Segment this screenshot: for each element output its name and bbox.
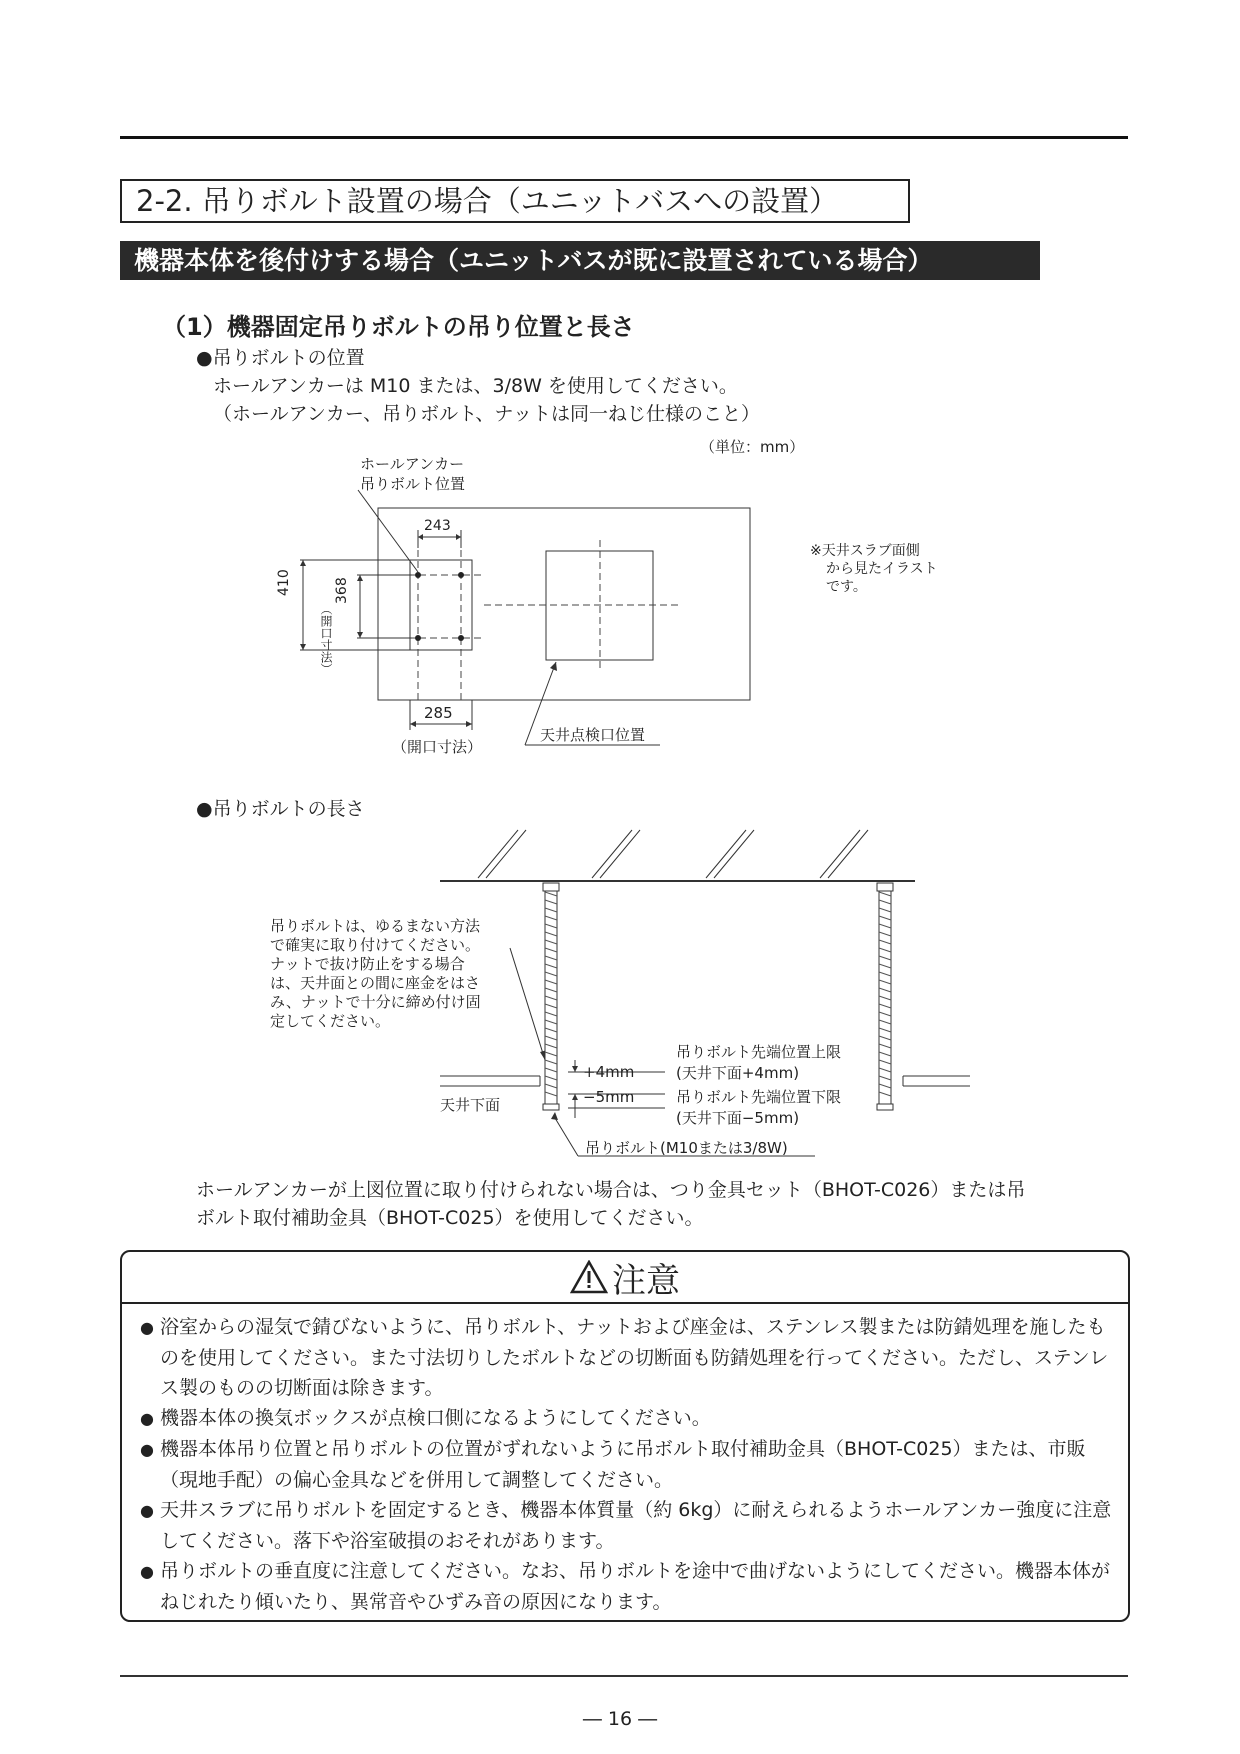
dim-368: 368 — [334, 577, 350, 604]
callout-line: で確実に取り付けてください。 — [270, 936, 481, 954]
caution-item: ● 機器本体の換気ボックスが点検口側になるようにしてください。 — [140, 1403, 1114, 1434]
bolt-point — [415, 635, 421, 641]
opening-dimension-label: （開口寸法） — [392, 738, 483, 756]
upper-limit-label-2: (天井下面+4mm) — [676, 1064, 800, 1082]
bolt-callout — [270, 917, 510, 1031]
callout-line: み、ナットで十分に締め付け固 — [270, 993, 481, 1011]
caution-item: ● 浴室からの湿気で錆びないように、吊りボルト、ナットおよび座金は、ステンレス製または防錆処理を施したものを使用してください。また寸法切りしたボルトなどの切断面も防錆処理を行ってください。ただし、ステンレス製のものの切断面は除きます。 — [140, 1312, 1114, 1403]
callout-line: は、天井面との間に座金をはさ — [270, 974, 481, 992]
top-rule — [120, 136, 1128, 139]
caution-item: ● 天井スラブに吊りボルトを固定するとき、機器本体質量（約 6kg）に耐えられるようホールアンカー強度に注意してください。落下や浴室破損のおそれがあります。 — [140, 1495, 1114, 1556]
minus-tolerance: −5mm — [583, 1088, 635, 1106]
right-bolt — [877, 883, 893, 1110]
callout-line: 吊りボルトは、ゆるまない方法 — [270, 917, 481, 935]
caution-item: ● 吊りボルトの垂直度に注意してください。なお、吊りボルトを途中で曲げないようにしてください。機器本体がねじれたり傾いたり、異常音やひずみ音の原因になります。 — [140, 1556, 1114, 1617]
position-line-1: ホールアンカーは M10 または、3/8W を使用してください。 — [213, 375, 738, 397]
caution-list — [122, 1304, 1128, 1617]
page-number: ― 16 ― — [582, 1708, 658, 1730]
left-bolt — [543, 883, 559, 1110]
opening-vertical-label: （開口寸法） — [319, 603, 333, 675]
view-note-1: ※天井スラブ面側 — [810, 543, 920, 559]
bolt-point — [458, 572, 464, 578]
note-line-2: ボルト取付補助金具（BHOT-C025）を使用してください。 — [196, 1207, 704, 1229]
length-bullet: ●吊りボルトの長さ — [196, 798, 365, 820]
unit-label: （単位：mm） — [700, 438, 805, 456]
lower-limit-label-1: 吊りボルト先端位置下限 — [676, 1088, 842, 1106]
bottom-rule — [120, 1675, 1128, 1677]
subsection-heading: （1）機器固定吊りボルトの吊り位置と長さ — [162, 313, 635, 341]
caution-header — [122, 1252, 1128, 1304]
section-title: 2-2. 吊りボルト設置の場合（ユニットバスへの設置） — [120, 179, 910, 223]
callout-line: 定してください。 — [270, 1012, 391, 1030]
view-note-2: から見たイラスト — [826, 561, 938, 577]
caution-title: 注意 — [612, 1260, 680, 1301]
anchor-label-2: 吊りボルト位置 — [360, 475, 466, 493]
callout-line: ナットで抜け防止をする場合 — [270, 955, 465, 973]
note-line-1: ホールアンカーが上図位置に取り付けられない場合は、つり金具セット（BHOT-C026）または吊 — [196, 1179, 1026, 1201]
ceiling-slab-outline — [378, 508, 750, 700]
inspection-opening-rect — [546, 551, 653, 660]
bolt-area-rect — [410, 560, 472, 650]
view-note-3: です。 — [826, 579, 867, 595]
warning-triangle-icon — [570, 1260, 608, 1294]
dim-285: 285 — [424, 704, 453, 722]
ceiling-underside-label: 天井下面 — [440, 1096, 501, 1114]
caution-item: ● 機器本体吊り位置と吊りボルトの位置がずれないように吊ボルト取付補助金具（BHOT-C025）または、市販（現地手配）の偏心金具などを併用して調整してください。 — [140, 1434, 1114, 1495]
bolt-point — [458, 635, 464, 641]
caution-box — [120, 1250, 1130, 1622]
plus-tolerance: +4mm — [583, 1063, 635, 1081]
sub-banner: 機器本体を後付けする場合（ユニットバスが既に設置されている場合） — [120, 241, 1040, 280]
dim-410: 410 — [276, 569, 292, 596]
bolt-point — [415, 572, 421, 578]
inspection-opening-label: 天井点検口位置 — [540, 726, 646, 744]
dim-243: 243 — [424, 518, 451, 534]
upper-limit-label-1: 吊りボルト先端位置上限 — [676, 1043, 842, 1061]
position-bullet: ●吊りボルトの位置 — [196, 347, 365, 369]
lower-limit-label-2: (天井下面−5mm) — [676, 1109, 800, 1127]
bolt-spec-label: 吊りボルト(M10または3/8W) — [585, 1139, 788, 1157]
anchor-label-1: ホールアンカー — [360, 455, 465, 473]
position-line-2: （ホールアンカー、吊りボルト、ナットは同一ねじ仕様のこと） — [213, 403, 761, 425]
